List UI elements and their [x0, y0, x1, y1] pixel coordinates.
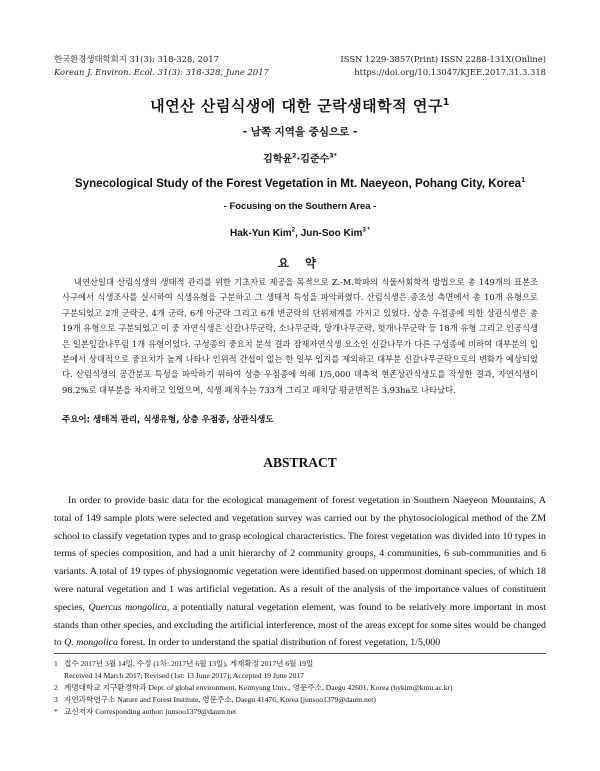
author-separator: · — [296, 154, 301, 165]
footnote-divider — [54, 653, 546, 654]
english-subtitle: - Focusing on the Southern Area - — [223, 201, 377, 212]
english-author-2-mark: 3 * — [362, 226, 370, 234]
keywords-label: 주요어: — [62, 415, 91, 425]
abstract-heading: ABSTRACT — [263, 455, 337, 470]
english-abstract — [54, 492, 546, 652]
korean-author-2-mark: 3* — [329, 152, 337, 160]
korean-title-text: 내연산 산림식생에 대한 군락생태학적 연구 — [150, 97, 443, 115]
journal-citation-korean: 한국환경생태학회지 31(3): 318-328, 2017 — [54, 54, 219, 64]
english-author-1: Hak-Yun Kim — [230, 228, 292, 239]
abstract-part-1: In order to provide basic data for the ecological management of forest vegetation in Southern Naeyeon Mountains, A total of 149 sample plots were selected and vegetation survey was carried out by the phytosociological method of the ZM school to classify vegetation types and to grasp ecological characteristics. The forest vegetation was divided into 10 types in terms of species composition, and had a unit hierarchy of 2 community groups, 4 communities, 6 sub-communities and 6 variants. A total of 19 types of physiognomic vegetation were identified based on uppermost dominant species, of which 18 were natural vegetation and 1 was artificial vegetation. As a result of the analysis of the importance values of constituent species, — [54, 495, 546, 613]
footnote-1 — [54, 658, 546, 670]
footnote-mark: * — [54, 707, 58, 716]
footnote-mark: 2 — [54, 683, 58, 692]
footnote-text: 교신저자 Corresponding author: junsoo1379@daum.net — [64, 707, 237, 716]
keywords-list: 생태적 관리, 식생유형, 상층 우점종, 상관식생도 — [93, 415, 274, 425]
footnote-1-english — [54, 670, 546, 682]
species-name-2: Q. mongolica — [64, 637, 118, 649]
journal-citation-english: Korean J. Environ. Ecol. 31(3): 318-328, June 2017 — [54, 67, 269, 77]
korean-abstract-heading: 요 약 — [277, 256, 323, 270]
keywords — [62, 413, 274, 425]
english-authors — [0, 228, 600, 239]
species-name-1: Quercus mongolica — [88, 601, 167, 613]
footnote-text: 자연과학연구소 Nature and Forest Institute, 영문주소, Daegu 41476, Korea (junsoo1379@daum.net) — [64, 695, 376, 704]
footnote-3 — [54, 694, 546, 706]
issn-line: ISSN 1229-3857(Print) ISSN 2288-131X(Online) — [340, 54, 546, 64]
english-title-text: Synecological Study of the Forest Vegetation in Mt. Naeyeon, Pohang City, Korea — [74, 177, 522, 190]
journal-header-left — [54, 53, 269, 79]
footnote-corresponding — [54, 706, 546, 718]
korean-author-1: 김학윤 — [263, 154, 293, 165]
footnote-mark: 1 — [54, 659, 58, 668]
korean-abstract: 내연산일대 산림식생의 생태적 관리를 위한 기초자료 제공을 목적으로 Z.-M.학파의 식물사회학적 방법으로 총 149개의 표본조사구에서 식생조사를 실시하여 식생유형을 구분하고 그 생태적 특성을 파악하였다. 산림식생은 종조성 측면에서 총 10개 유형으로 구분되었고 2개 군락군, 4개 군락, 6개 아군락 그리고 6개 변군락의 단위체계를 가지고 있었다. 상층 우점종에 의한 상관식생은 총 19개 유형으로 구분되었고 이 중 자연식생은 신갈나무군락, 소나무군락, 망개나무군락, 헛개나무군락 등 18개 유형 그리고 인공식생은 일본잎갈나무림 1개 유형이었다. 구성종의 중요치 분석 결과 잠재자연식생 요소인 신갈나무가 다른 구성종에 비하여 대부분의 입분에서 상대적으로 중요치가 높게 나타나 인위적 간섭이 없는 한 일부 입지를 제외하고 대부분 신갈나무군락으로의 변화가 예상되었다. 산림식생의 공간분포 특성을 파악하기 위하여 상층 우점종에 의해 1/5,000 대축척 현존상관식생도를 작성한 결과, 자연식생이 98.2%로 대부분을 차지하고 있었으며, 식생 패치수는 733개 그리고 패치당 평균면적은 3.93ha로 나타났다. — [62, 277, 538, 395]
footnote-mark: 3 — [54, 695, 58, 704]
korean-authors — [0, 150, 600, 165]
abstract-part-3: forest. In order to understand the spatial distribution of forest vegetation, 1/5,000 — [117, 637, 441, 649]
korean-author-2: 김준수 — [300, 154, 330, 165]
english-author-1-mark: 2 — [291, 226, 296, 234]
english-title-footnote-mark: 1 — [521, 175, 526, 185]
journal-header-right — [340, 53, 546, 79]
abstract-part-2: , a potentially natural vegetation element, was found to be relatively more important in most stands than other species, and excluding the artificial interference, most of the areas except for some sites would be changed to — [54, 601, 546, 649]
korean-author-1-mark: 2 — [292, 152, 297, 160]
korean-title — [0, 95, 600, 116]
footnote-text: 접수 2017년 3월 14일, 수정 (1차: 2017년 6월 13일), 게재확정 2017년 6월 19일 — [64, 659, 314, 668]
footnote-2 — [54, 682, 546, 694]
korean-subtitle: - 남쪽 지역을 중심으로 - — [242, 126, 358, 138]
footnote-text: Received 14 March 2017; Revised (1st: 13 June 2017); Accepted 19 June 2017 — [64, 671, 304, 680]
english-author-2: Jun-Soo Kim — [300, 228, 363, 239]
doi-link[interactable]: https://doi.org/10.13047/KJEE.2017.31.3.318 — [354, 67, 546, 77]
english-author-separator: , — [295, 228, 301, 239]
korean-title-footnote-mark: 1 — [442, 97, 450, 108]
english-title — [0, 177, 600, 190]
footnote-text: 계명대학교 지구환경학과 Dept. of global environment, Keimyung Univ., 영문주소, Daegu 42601, Korea (hykim@kmu.ac.kr) — [64, 683, 453, 692]
